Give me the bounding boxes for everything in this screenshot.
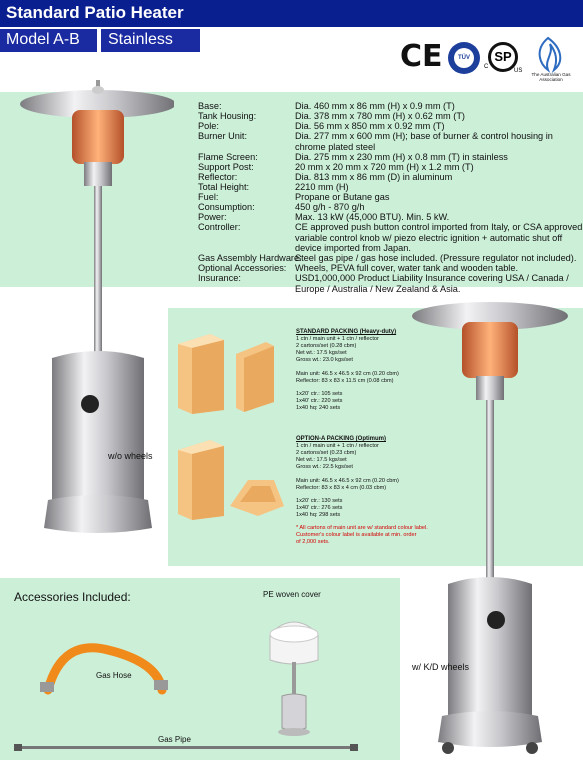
packing-dimension: Reflector: 83 x 83 x 11.5 cm (0.08 cbm) xyxy=(296,378,394,384)
packing-line: 2 cartons/set (0.28 cbm) xyxy=(296,343,357,349)
option-cartons xyxy=(174,436,284,522)
spec-label: Gas Assembly Hardware: xyxy=(198,253,302,263)
spec-value: 450 g/h - 870 g/h xyxy=(295,202,365,212)
spec-value: Dia. 813 mm x 86 mm (D) in aluminum xyxy=(295,172,453,182)
spec-value: Max. 13 kW (45,000 BTU). Min. 5 kW. xyxy=(295,212,450,222)
packing-note: * All cartons of main unit are w/ standard colour label. xyxy=(296,525,428,531)
packing-line: 1 ctn / main unit + 1 ctn / reflector xyxy=(296,443,379,449)
csa-mark xyxy=(484,42,523,74)
packing-line: Net wt.: 17.5 kgs/set xyxy=(296,457,347,463)
spec-label: Pole: xyxy=(198,121,219,131)
spec-value: Dia. 56 mm x 850 mm x 0.92 mm (T) xyxy=(295,121,445,131)
spec-label: Consumption: xyxy=(198,202,255,212)
patio-heater-with-wheels xyxy=(402,296,582,758)
spec-label: Controller: xyxy=(198,222,241,232)
gas-pipe xyxy=(14,742,360,754)
tuv-text: TÜV xyxy=(454,48,474,68)
spec-label: Total Height: xyxy=(198,182,250,192)
caption-with-wheels: w/ K/D wheels xyxy=(412,662,470,672)
tuv-mark xyxy=(448,42,480,74)
spec-value: Dia. 460 mm x 86 mm (H) x 0.9 mm (T) xyxy=(295,101,455,111)
packing-container: 1x20' ctr.: 130 sets xyxy=(296,498,343,504)
spec-label: Flame Screen: xyxy=(198,152,258,162)
packing-title: STANDARD PACKING (Heavy-duty) xyxy=(296,329,397,335)
packing-line: 1 ctn / main unit + 1 ctn / reflector xyxy=(296,336,379,342)
hose-caption: Gas Hose xyxy=(96,671,132,680)
packing-title: OPTION-A PACKING (Optimum) xyxy=(296,436,386,442)
spec-value: Wheels, PEVA full cover, water tank and wooden table. xyxy=(295,263,519,273)
aga-mark xyxy=(524,34,578,88)
spec-label: Tank Housing: xyxy=(198,111,257,121)
spec-label: Optional Accessories: xyxy=(198,263,287,273)
spec-value: Dia. 275 mm x 230 mm (H) x 0.8 mm (T) in stainless xyxy=(295,152,508,162)
spec-value: 2210 mm (H) xyxy=(295,182,349,192)
csa-c: C xyxy=(484,64,489,70)
packing-line: Net wt.: 17.5 kgs/set xyxy=(296,350,347,356)
spec-label: Reflector: xyxy=(198,172,238,182)
packing-container: 1x40' ctr.: 276 sets xyxy=(296,505,343,511)
packing-container: 1x20' ctr.: 105 sets xyxy=(296,391,343,397)
spec-value: Dia. 277 mm x 600 mm (H); base of burner & control housing in chrome plated steel xyxy=(295,131,553,152)
spec-value: Steel gas pipe / gas hose included. (Pressure regulator not included). xyxy=(295,253,577,263)
spec-label: Fuel: xyxy=(198,192,219,202)
caption-without-wheels: w/o wheels xyxy=(108,451,153,461)
model-divider xyxy=(97,29,101,52)
packing-dimension: Main unit: 46.5 x 46.5 x 92 cm (0.20 cbm) xyxy=(296,478,399,484)
standard-cartons xyxy=(174,330,284,416)
spec-value: Dia. 378 mm x 780 mm (H) x 0.62 mm (T) xyxy=(295,111,465,121)
csa-us: US xyxy=(514,68,523,74)
patio-heater-without-wheels xyxy=(14,60,174,538)
packing-line: Gross wt.: 22.5 kgs/set xyxy=(296,464,353,470)
spec-value: USD1,000,000 Product Liability Insurance covering USA / Canada / Europe / Australia / New Zealand & Asia. xyxy=(295,273,569,294)
spec-value: 20 mm x 20 mm x 720 mm (H) x 1.2 mm (T) xyxy=(295,162,474,172)
packing-container: 1x40' ctr.: 220 sets xyxy=(296,398,343,404)
packing-line: Gross wt.: 23.0 kgs/set xyxy=(296,357,353,363)
pe-woven-cover xyxy=(266,604,322,740)
csa-text: SP xyxy=(488,42,518,72)
title-bar xyxy=(0,0,583,27)
packing-line: 2 cartons/set (0.23 cbm) xyxy=(296,450,357,456)
spec-label: Power: xyxy=(198,212,227,222)
finish-label: Stainless xyxy=(108,31,173,48)
spec-label: Base: xyxy=(198,101,222,111)
model-label: Model A-B xyxy=(6,31,80,48)
flame-icon xyxy=(524,34,578,74)
page-title: Standard Patio Heater xyxy=(6,3,184,22)
packing-dimension: Main unit: 46.5 x 46.5 x 92 cm (0.20 cbm) xyxy=(296,371,399,377)
spec-value: Propane or Butane gas xyxy=(295,192,390,202)
spec-value: CE approved push button control imported from Italy, or CSA approved variable control knob w/ piezo electric ignition + automatic shut off device imported from Japan. xyxy=(295,222,583,253)
spec-label: Burner Unit: xyxy=(198,131,248,141)
aga-text: The Australian Gas Association xyxy=(531,72,571,82)
packing-note: Customer's colour label is available at min. order xyxy=(296,532,417,538)
spec-label: Support Post: xyxy=(198,162,254,172)
packing-dimension: Reflector: 83 x 83 x 4 cm (0.03 cbm) xyxy=(296,485,387,491)
spec-label: Insurance: xyxy=(198,273,241,283)
ce-mark: CE xyxy=(400,39,443,74)
accessories-title: Accessories Included: xyxy=(14,590,131,604)
gas-hose xyxy=(38,628,178,708)
packing-note: of 2,000 sets. xyxy=(296,539,330,545)
packing-container: 1x40 hq: 298 sets xyxy=(296,512,341,518)
cover-caption: PE woven cover xyxy=(263,590,321,599)
packing-container: 1x40 hq: 240 sets xyxy=(296,405,341,411)
pipe-caption: Gas Pipe xyxy=(158,735,191,744)
